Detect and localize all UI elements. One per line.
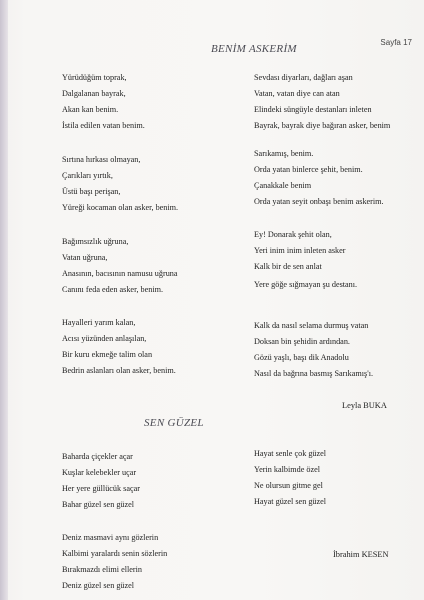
poem-line: Elindeki süngüyle destanları inleten	[254, 105, 372, 114]
poem-line: Çarıkları yırtık,	[62, 171, 113, 180]
poem-line: Baharda çiçekler açar	[62, 452, 133, 461]
poem-line: Deniz güzel sen güzel	[62, 581, 135, 590]
poem-line: Yerin kalbimde özel	[254, 465, 321, 474]
poem-line: Yeri inim inim inleten asker	[254, 246, 346, 255]
poem-line: Kalk da nasıl selama durmuş vatan	[254, 321, 369, 330]
poem-line: Canını feda eden asker, benim.	[62, 285, 164, 294]
poem-line: Orda yatan binlerce şehit, benim.	[254, 165, 363, 174]
poem1-right-stanza-3	[254, 227, 346, 275]
poem-line: Üstü başı perişan,	[62, 187, 121, 196]
poem1-left-stanza-3	[62, 234, 178, 298]
poem-line: Hayat güzel sen güzel	[254, 497, 327, 506]
poem-line: Çanakkale benim	[254, 181, 312, 190]
poem-line: Dalgalanan bayrak,	[62, 89, 126, 98]
poem-line: Kalk bir de sen anlat	[254, 262, 322, 271]
poem-line: Akan kan benim.	[62, 105, 119, 114]
poem1-author: Leyla BUKA	[342, 401, 387, 410]
poem1-right-stanza-2	[254, 146, 384, 210]
poem2-left-stanza-2	[62, 530, 167, 594]
poem-title-benim-askerim: BENİM ASKERİM	[211, 43, 297, 55]
poem-line: Vatan uğruna,	[62, 253, 108, 262]
poem-line: Yürüdüğüm toprak,	[62, 73, 127, 82]
poem1-left-stanza-4	[62, 315, 176, 379]
poem-line: Ne olursun gitme gel	[254, 481, 323, 490]
poem-line: Kuşlar kelebekler uçar	[62, 468, 137, 477]
poem-line: Sarıkamış, benim.	[254, 149, 314, 158]
poem-line: Bırakmazdı elimi ellerin	[62, 565, 143, 574]
poem-line: Bir kuru ekmeğe talim olan	[62, 350, 153, 359]
poem2-right-stanza-1	[254, 446, 326, 510]
poem-line: Hayalleri yarım kalan,	[62, 318, 136, 327]
poem-line: Bayrak, bayrak diye bağıran asker, benim	[254, 121, 391, 130]
poem-line: Acısı yüzünden anlaşılan,	[62, 334, 147, 343]
poem1-left-stanza-1	[62, 70, 145, 134]
poem-line: Orda yatan seyit onbaşı benim askerim.	[254, 197, 384, 206]
poem1-right-stanza-5	[254, 318, 373, 382]
poem-title-sen-guzel: SEN GÜZEL	[144, 417, 204, 429]
poem-line: Yere göğe sığmayan şu destanı.	[254, 280, 358, 289]
poem-line: Bağımsızlık uğruna,	[62, 237, 129, 246]
poem-line: Doksan bin şehidin ardından.	[254, 337, 350, 346]
poem2-left-stanza-1	[62, 449, 140, 513]
poem-line: Her yere güllücük saçar	[62, 484, 140, 493]
poem-line: Yüreği kocaman olan asker, benim.	[62, 203, 179, 212]
poem-line: Deniz masmavi aynı gözlerin	[62, 533, 159, 542]
poem-line: Hayat senle çok güzel	[254, 449, 327, 458]
poem1-right-stanza-4	[254, 277, 357, 293]
poem2-author: İbrahim KESEN	[333, 550, 389, 559]
poem1-right-stanza-1	[254, 70, 390, 134]
poem-line: Nasıl da bağrına basmış Sarıkamış'ı.	[254, 369, 374, 378]
poem-line: Sırtına hırkası olmayan,	[62, 155, 141, 164]
page-binding-edge	[0, 0, 8, 600]
poem-line: Ey! Donarak şehit olan,	[254, 230, 332, 239]
poem-line: Bedrin aslanları olan asker, benim.	[62, 366, 176, 375]
poem-line: Anasının, bacısının namusu uğruna	[62, 269, 178, 278]
poem-line: İstila edilen vatan benim.	[62, 121, 145, 130]
poem-line: Bahar güzel sen güzel	[62, 500, 135, 509]
poem1-left-stanza-2	[62, 152, 178, 216]
poem-line: Gözü yaşlı, başı dik Anadolu	[254, 353, 349, 362]
poem-line: Kalbimi yaralardı senin sözlerin	[62, 549, 168, 558]
poem-line: Sevdası diyarları, dağları aşan	[254, 73, 353, 82]
poem-line: Vatan, vatan diye can atan	[254, 89, 340, 98]
page-number: Sayfa 17	[380, 38, 412, 47]
